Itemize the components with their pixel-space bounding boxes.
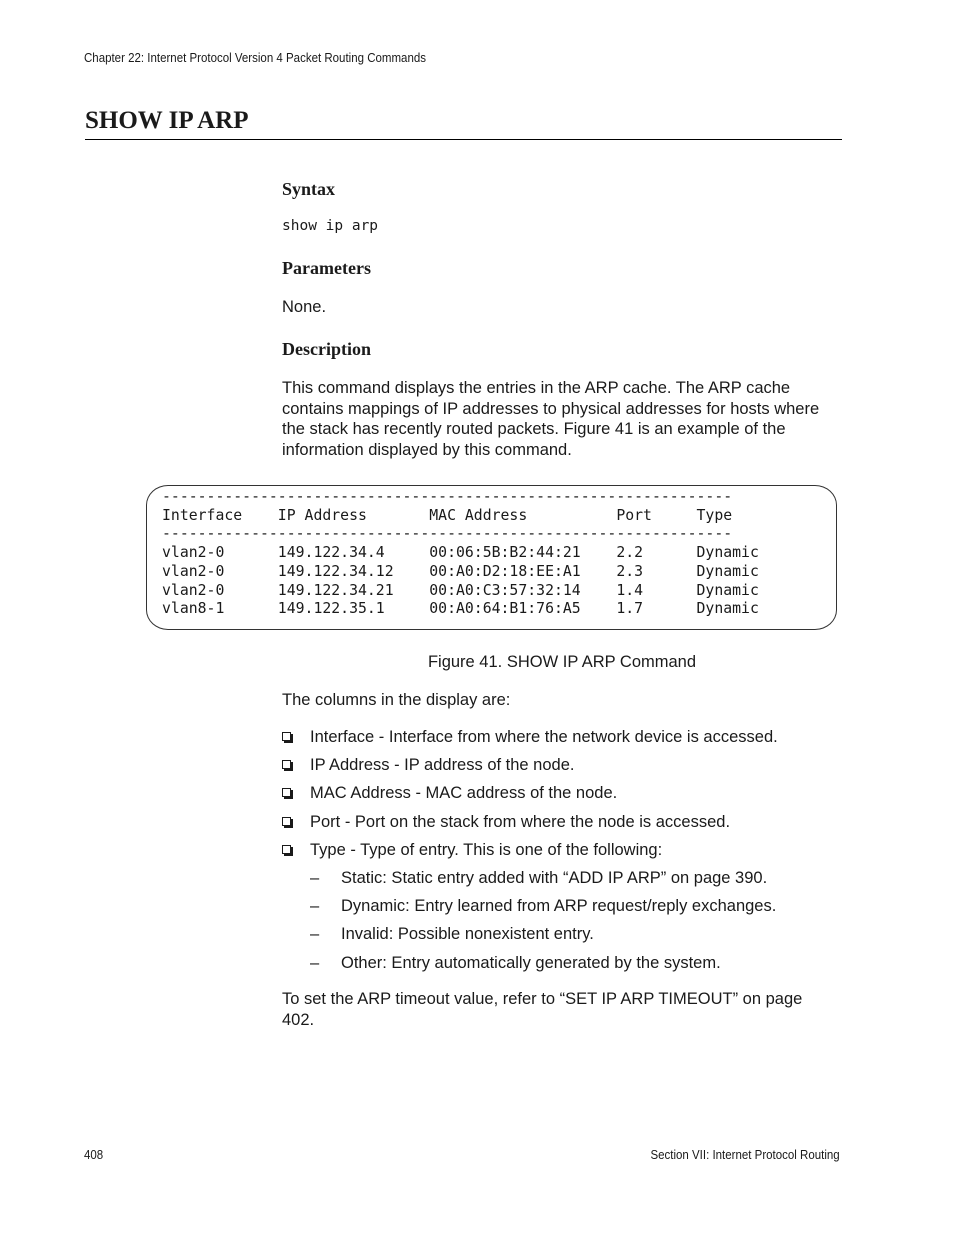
syntax-command: show ip arp	[282, 218, 379, 234]
checkbox-bullet-icon	[282, 817, 291, 826]
dash-bullet-icon: –	[310, 925, 320, 944]
description-heading: Description	[282, 339, 371, 359]
syntax-heading: Syntax	[282, 179, 336, 199]
dash-bullet-icon: –	[310, 897, 320, 916]
cli-output: ---------------------------------------------------------------- Interface IP Address MAC Address Port Type ---------------------------------------------------------------- vlan2-0 149.122.34.4 00:06:5B:B2:44:21 2.2 Dynamic vlan2-0 149.122.34.12 00:A0:D2:18:EE:A1 2.3 Dynamic vlan2-0 149.122.34.21 00:A0:C3:57:32:14 1.4 Dynamic vlan8-1 149.122.35.1 00:A0:64:B1:76:A5 1.7 Dynamic	[162, 488, 759, 618]
checkbox-bullet-icon	[282, 788, 291, 797]
page-number: 408	[84, 1148, 104, 1162]
page-title: SHOW IP ARP	[85, 106, 842, 140]
parameters-heading: Parameters	[282, 258, 371, 278]
dash-bullet-icon: –	[310, 953, 320, 972]
checkbox-bullet-icon	[282, 845, 291, 854]
checkbox-bullet-icon	[282, 760, 291, 769]
checkbox-bullet-icon	[282, 732, 291, 741]
dash-bullet-icon: –	[310, 869, 320, 887]
parameters-text: None.	[282, 298, 327, 316]
figure-caption: Figure 41. SHOW IP ARP Command	[427, 653, 697, 671]
columns-intro: The columns in the display are:	[282, 691, 511, 709]
closing-text: To set the ARP timeout value, refer to “SET IP ARP TIMEOUT” on page 402.	[282, 990, 803, 1029]
running-header: Chapter 22: Internet Protocol Version 4 Packet Routing Commands	[84, 51, 426, 65]
footer-section: Section VII: Internet Protocol Routing	[650, 1148, 840, 1162]
description-text: This command displays the entries in the ARP cache. The ARP cache contains mappings of IP addresses to physical addresses for hosts where the stack has recently routed packets. Figure 41 is an example of the information displayed by this command.	[282, 379, 820, 459]
